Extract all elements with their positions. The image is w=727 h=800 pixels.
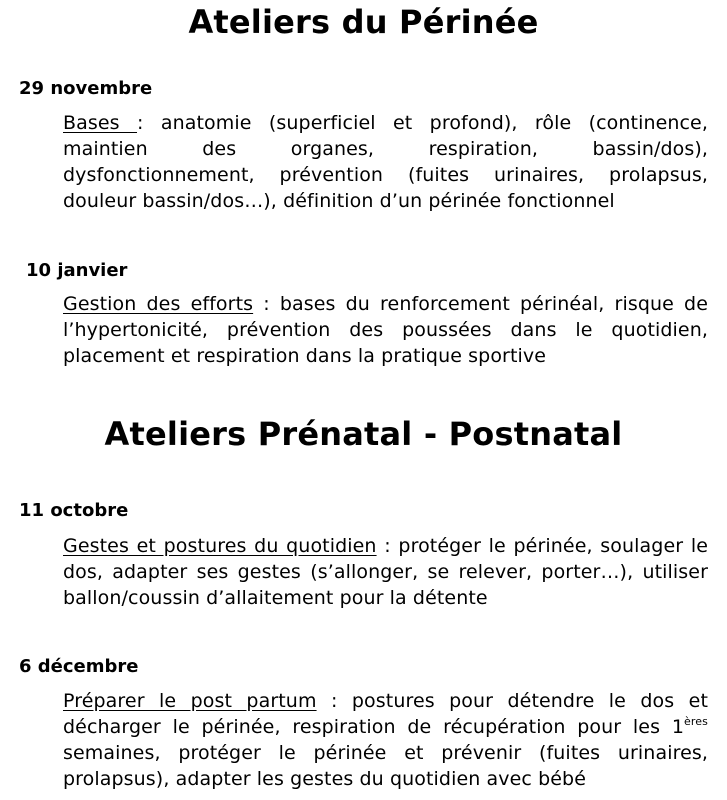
atelier-topic-efforts: Gestion des efforts xyxy=(63,293,254,315)
date-10-janvier: 10 janvier xyxy=(26,260,128,281)
superscript-eres: ères xyxy=(684,715,708,728)
atelier-text-bases: : anatomie (superficiel et profond), rôle (continence, maintien des organes, respiration, bassin/dos), dysfonctionnement, prévention (fuites urinaires, prolapsus, douleur bassin/dos…), définition d’un périnée fonctionnel xyxy=(63,112,708,212)
atelier-description-bases xyxy=(63,110,708,214)
date-6-decembre: 6 décembre xyxy=(19,656,139,677)
atelier-topic-gestes: Gestes et postures du quotidien xyxy=(63,535,377,557)
date-11-octobre: 11 octobre xyxy=(19,500,129,521)
atelier-description-gestes xyxy=(63,533,708,611)
date-29-novembre: 29 novembre xyxy=(19,78,153,99)
atelier-topic-postpartum: Préparer le post partum xyxy=(63,690,317,712)
atelier-topic-bases: Bases xyxy=(63,112,138,134)
section-title-perinee: Ateliers du Périnée xyxy=(188,3,539,41)
atelier-text-postpartum-a: : postures pour détendre le dos et décharger le périnée, respiration de récupération pour les 1 xyxy=(63,690,708,738)
section-title-prenatal-postnatal: Ateliers Prénatal - Postnatal xyxy=(104,415,623,453)
atelier-description-postpartum xyxy=(63,688,708,792)
atelier-text-efforts: : bases du renforcement périnéal, risque de l’hypertonicité, prévention des poussées dans le quotidien, placement et respiration dans la pratique sportive xyxy=(63,293,708,367)
atelier-text-gestes: : protéger le périnée, soulager le dos, adapter ses gestes (s’allonger, se relever, porter…), utiliser ballon/coussin d’allaitement pour la détente xyxy=(63,535,708,609)
atelier-text-postpartum-b: semaines, protéger le périnée et prévenir (fuites urinaires, prolapsus), adapter les gestes du quotidien avec bébé xyxy=(63,742,708,790)
atelier-description-efforts xyxy=(63,291,708,369)
